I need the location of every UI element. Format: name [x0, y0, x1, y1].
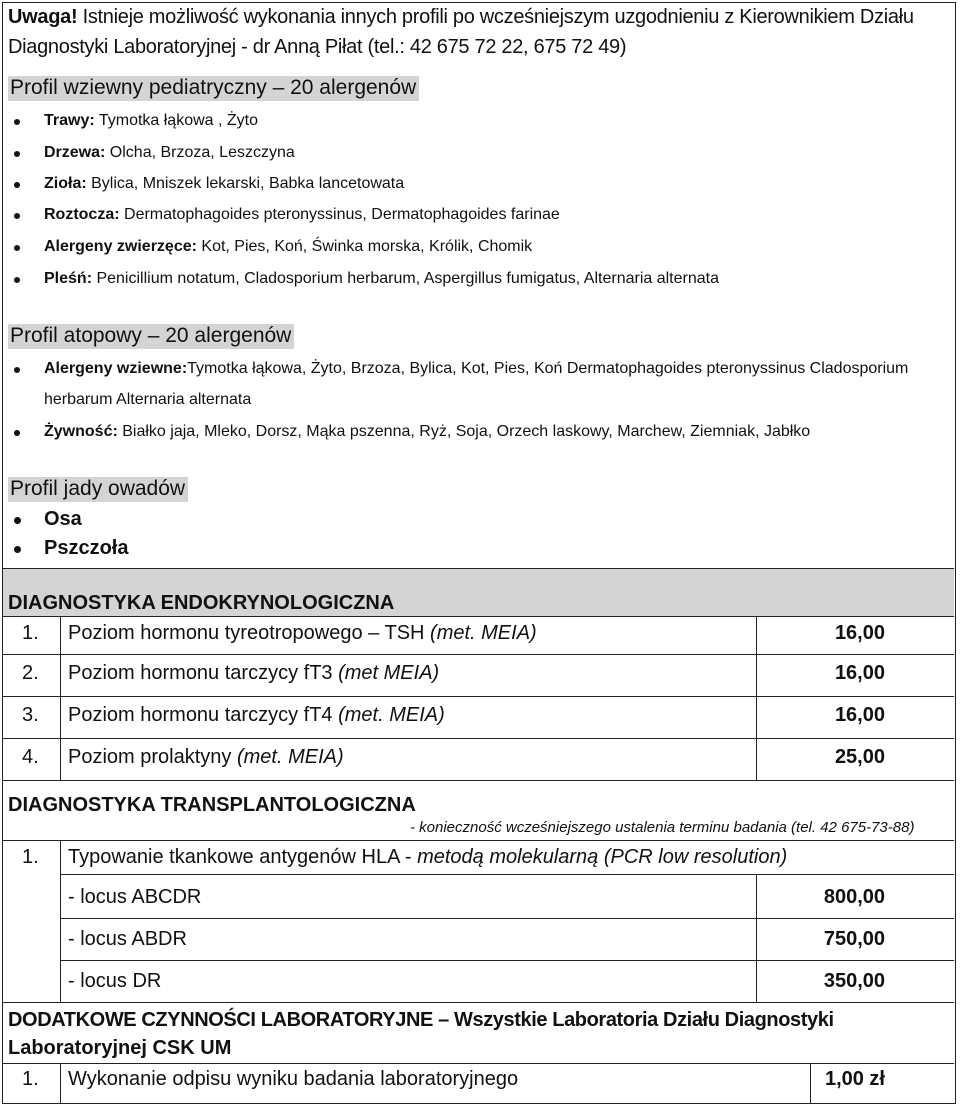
divider [60, 918, 954, 919]
divider [3, 1002, 954, 1003]
locus-name: - locus ABDR [68, 928, 187, 950]
bullet-icon [14, 213, 20, 219]
locus-price: 800,00 [823, 886, 885, 908]
row-number: 1. [22, 1068, 39, 1090]
row-number: 3. [22, 704, 39, 726]
locus-name: - locus ABCDR [68, 886, 202, 908]
column-divider [756, 874, 757, 1002]
section-title-transplant: DIAGNOSTYKA TRANSPLANTOLOGICZNA [8, 794, 416, 816]
bullet-icon [14, 277, 20, 283]
test-price: 1,00 zł [824, 1068, 885, 1090]
test-name: Typowanie tkankowe antygenów HLA - metodą molekularną (PCR low resolution) [68, 846, 788, 868]
divider [3, 738, 954, 739]
divider [3, 616, 954, 617]
profile-pediatric-title: Profil wziewny pediatryczny – 20 alergenów [8, 76, 419, 101]
section-title-endocrine: DIAGNOSTYKA ENDOKRYNOLOGICZNA [8, 592, 395, 614]
locus-name: - locus DR [68, 970, 162, 992]
bullet-icon [14, 546, 21, 553]
divider [3, 696, 954, 697]
bullet-icon [14, 182, 20, 188]
test-price: 16,00 [834, 662, 885, 684]
test-name: Poziom hormonu tarczycy fT4 (met. MEIA) [68, 704, 445, 726]
section-title-additional-2: Laboratoryjnej CSK UM [8, 1037, 232, 1059]
row-number: 1. [22, 622, 39, 644]
bullet-icon [14, 151, 20, 157]
column-divider [60, 616, 61, 780]
transplant-note: - konieczność wcześniejszego ustalenia terminu badania (tel. 42 675-73-88) [410, 819, 915, 836]
profile-atopic-title: Profil atopowy – 20 alergenów [8, 324, 294, 349]
column-divider [60, 840, 61, 1002]
locus-price: 750,00 [823, 928, 885, 950]
divider [3, 654, 954, 655]
test-price: 16,00 [834, 622, 885, 644]
divider [60, 874, 954, 875]
bullet-icon [14, 430, 20, 436]
locus-price: 350,00 [823, 970, 885, 992]
warning-line-2: Diagnostyki Laboratoryjnej - dr Anną Piłat (tel.: 42 675 72 22, 675 72 49) [8, 36, 627, 58]
divider [3, 1063, 954, 1064]
bullet-icon [14, 517, 21, 524]
column-divider [60, 1063, 61, 1103]
divider [3, 780, 954, 781]
row-number: 1. [22, 846, 39, 868]
bullet-icon [14, 245, 20, 251]
test-price: 16,00 [834, 704, 885, 726]
column-divider [810, 1063, 811, 1103]
test-price: 25,00 [834, 746, 885, 768]
warning-line-1: Uwaga! Istnieje możliwość wykonania innych profili po wcześniejszym uzgodnieniu z Kierownikiem Działu [8, 6, 914, 28]
divider [3, 840, 954, 841]
section-title-additional: DODATKOWE CZYNNOŚCI LABORATORYJNE – Wszystkie Laboratoria Działu Diagnostyki [8, 1009, 834, 1031]
divider [3, 568, 954, 569]
row-number: 2. [22, 662, 39, 684]
bullet-icon [14, 367, 20, 373]
test-name: Poziom prolaktyny (met. MEIA) [68, 746, 344, 768]
divider [60, 960, 954, 961]
column-divider [756, 616, 757, 780]
bullet-icon [14, 119, 20, 125]
test-name: Wykonanie odpisu wyniku badania laboratoryjnego [68, 1068, 519, 1090]
row-number: 4. [22, 746, 39, 768]
test-name: Poziom hormonu tyreotropowego – TSH (met. MEIA) [68, 622, 537, 644]
profile-venom-title: Profil jady owadów [8, 477, 188, 502]
test-name: Poziom hormonu tarczycy fT3 (met MEIA) [68, 662, 440, 684]
